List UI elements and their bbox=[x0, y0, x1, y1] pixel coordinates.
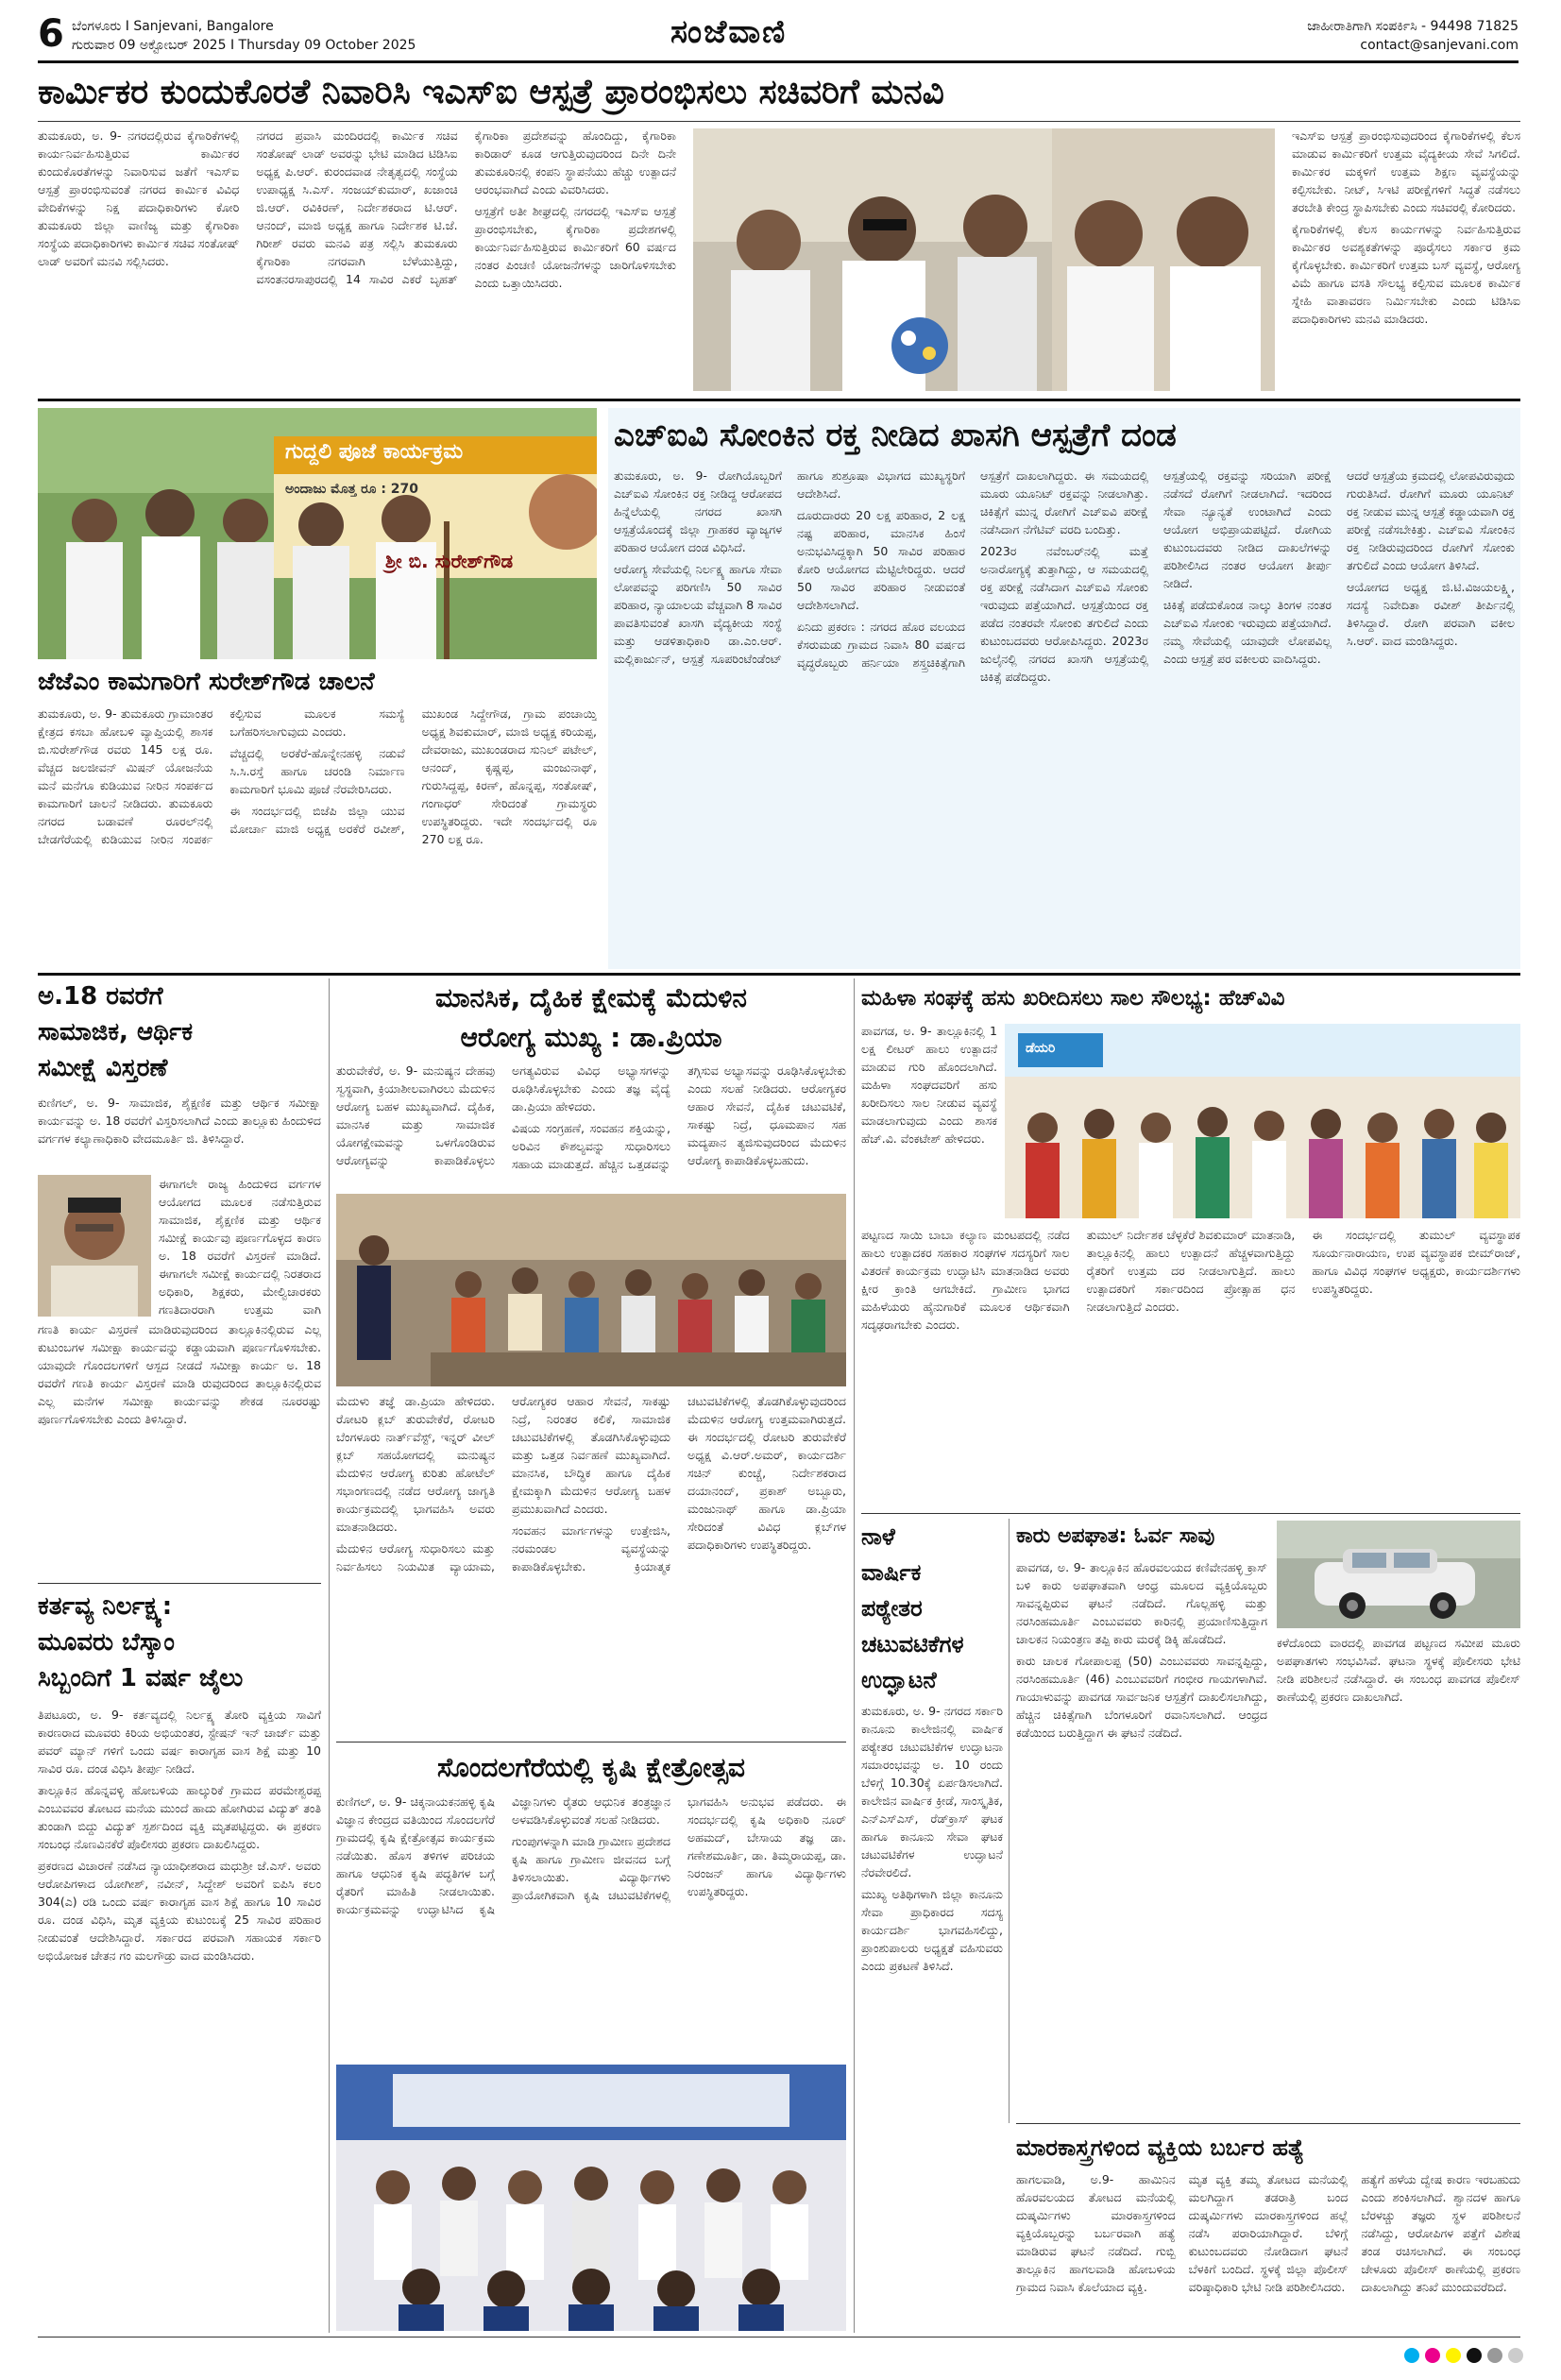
story8-photo bbox=[1005, 1024, 1520, 1218]
story4-headline bbox=[38, 978, 321, 1090]
story2-body bbox=[38, 705, 597, 969]
story7-para2: ಗುಂಪುಗಳನ್ನಾಗಿ ಮಾಡಿ ಗ್ರಾಮೀಣ ಪ್ರದೇಶದ ಕೃಷಿ ಹಾಗೂ ಗ್ರಾಮೀಣ ಜೀವನದ ಬಗ್ಗೆ ತಿಳಿಸಲಾಯಿತು. ವಿದ್ಯಾರ್ಥಿಗಳು ಪ್ರಾಯೋಗಿಕವಾಗಿ ಕೃಷಿ ಚಟುವಟಿಕೆಗಳಲ್ಲಿ ಭಾಗವಹಿಸಿ ಅನುಭವ ಪಡೆದರು. ಈ ಸಂದರ್ಭದಲ್ಲಿ ಕೃಷಿ ಅಧಿಕಾರಿ ನೂರ್ ಅಹಮದ್, ಬೇಸಾಯ ತಜ್ಞ ಡಾ. ಗಣೇಶಮೂರ್ತಿ, ಡಾ. ತಿಮ್ಮರಾಯಪ್ಪ, ಡಾ. ನಿರಂಜನ್ ಹಾಗೂ ವಿದ್ಯಾರ್ಥಿಗಳು ಉಪಸ್ಥಿತರಿದ್ದರು. bbox=[512, 1794, 846, 1902]
story6-para2: ವಿಷಯ ಸಂಗ್ರಹಣೆ, ಸಂವಹನ ಶಕ್ತಿಯನ್ನು, ಅರಿವಿನ ಕೌಶಲ್ಯವನ್ನು ಸುಧಾರಿಸಲು ಸಹಾಯ ಮಾಡುತ್ತದೆ. ಹೆಚ್ಚಿನ ಒತ್ತಡವನ್ನು ತಗ್ಗಿಸುವ ಅಭ್ಯಾಸವನ್ನು ರೂಢಿಸಿಕೊಳ್ಳಬೇಕು ಎಂದು ಸಲಹೆ ನೀಡಿದರು. ಆರೋಗ್ಯಕರ ಆಹಾರ ಸೇವನೆ, ದೈಹಿಕ ಚಟುವಟಿಕೆ, ಸಾಕಷ್ಟು ನಿದ್ರೆ, ಧೂಮಪಾನ ಸಹ ಮದ್ಯಪಾನ ತ್ಯಜಿಸುವುದರಿಂದ ಮೆದುಳಿನ ಆರೋಗ್ಯ ಕಾಪಾಡಿಕೊಳ್ಳಬಹುದು. bbox=[512, 1063, 846, 1171]
story8-para1: ಪಾವಗಡ, ಅ. 9- ತಾಲ್ಲೂಕಿನಲ್ಲಿ 1 ಲಕ್ಷ ಲೀಟರ್ ಹಾಲು ಉತ್ಪಾದನೆ ಮಾಡುವ ಗುರಿ ಹೊಂದಲಾಗಿದೆ. ಮಹಿಳಾ ಸಂಘದವರಿಗೆ ಹಸು ಖರೀದಿಸಲು ಸಾಲ ನೀಡುವ ವ್ಯವಸ್ಥೆ ಮಾಡಲಾಗುವುದು ಎಂದು ಶಾಸಕ ಹೆಚ್.ವಿ. ವೆಂಕಟೇಶ್ ಹೇಳಿದರು. bbox=[861, 1024, 997, 1146]
story1-photo bbox=[693, 128, 1275, 391]
story6-headline-line2: ಆರೋಗ್ಯ ಮುಖ್ಯ : ಡಾ.ಪ್ರಿಯಾ bbox=[460, 1022, 722, 1053]
story3-para9: ಆಯೋಗದ ಅಧ್ಯಕ್ಷ ಜಿ.ಟಿ.ವಿಜಯಲಕ್ಷ್ಮಿ, ಸದಸ್ಯೆ ನಿವೇದಿತಾ ರವೀಶ್ ತೀರ್ಪಿನಲ್ಲಿ ತಿಳಿಸಿದ್ದಾರೆ. ರೋಗಿ ಪರವಾಗಿ ವಕೀಲ ಸಿ.ಆರ್. ವಾದ ಮಂಡಿಸಿದ್ದರು. bbox=[1347, 580, 1515, 648]
story1-para1: ತುಮಕೂರು, ಅ. 9- ನಗರದಲ್ಲಿರುವ ಕೈಗಾರಿಕೆಗಳಲ್ಲಿ ಕಾರ್ಯನಿರ್ವಹಿಸುತ್ತಿರುವ ಕಾರ್ಮಿಕರ ಕುಂದುಕೊರತೆಗಳನ್ನು ನಿವಾರಿಸುವ ಜತೆಗೆ ಇಎಸ್‌ಐ ಆಸ್ಪತ್ರೆ ಪ್ರಾರಂಭಿಸುವಂತೆ ನಗರದ ಕಾರ್ಮಿಕ ವಿವಿಧ ವೇದಿಕೆಗಳನ್ನು ನಿಕ್ಷ ಪದಾಧಿಕಾರಿಗಳು ಕೋರಿ ತುಮಕೂರು ಜಿಲ್ಲಾ ವಾಣಿಜ್ಯ ಮತ್ತು ಕೈಗಾರಿಕಾ ಸಂಸ್ಥೆಯ ಪದಾಧಿಕಾರಿಗಳು ಕಾರ್ಮಿಕ ಸಚಿವ ಸಂತೋಷ್ ಲಾಡ್ ಅವರಿಗೆ ಮನವಿ ಸಲ್ಲಿಸಿದರು. bbox=[38, 128, 240, 268]
story10-body-right bbox=[1277, 1634, 1520, 2117]
story4-intro bbox=[38, 1094, 321, 1169]
agriculture-event-photo bbox=[336, 2065, 846, 2331]
story9-body bbox=[861, 1702, 1003, 2117]
registration-dot bbox=[1508, 2348, 1523, 2363]
story4-para3: ಗಣತಿ ಕಾರ್ಯ ವಿಸ್ತರಣೆ ಮಾಡಿರುವುದರಿಂದ ತಾಲ್ಲೂಕಿನಲ್ಲಿರುವ ಎಲ್ಲ ಕುಟುಂಬಗಳ ಸಮೀಕ್ಷಾ ಕಾರ್ಯವನ್ನು ಕಡ್ಡಾಯವಾಗಿ ಪೂರ್ಣಗೊಳಿಸಬೇಕು. ಯಾವುದೇ ಗೊಂದಲಗಳಿಗೆ ಆಸ್ಪದ ನೀಡದೆ ಸಮೀಕ್ಷಾ ಕಾರ್ಯ ಅ. 18 ರವರೆಗೆ ಗಣತಿ ಕಾರ್ಯ ವಿಸ್ತರಣೆ ಮಾಡಿ ರುವುದರಿಂದ ತಾಲ್ಲೂಕಿನಲ್ಲಿರುವ ಎಲ್ಲ ಮನೆಗಳ ಸಮೀಕ್ಷಾ ಕಾರ್ಯವನ್ನು ಶೇಕಡ ನೂರರಷ್ಟು ಪೂರ್ಣಗೊಳಿಸಬೇಕು ಎಂದು ತಿಳಿಸಿದ್ದಾರೆ. bbox=[38, 1322, 321, 1426]
story1-para3: ಆಸ್ಪತ್ರೆಗೆ ಅತೀ ಶೀಘ್ರದಲ್ಲಿ ನಗರದಲ್ಲಿ ಇಎಸ್‌ಐ ಆಸ್ಪತ್ರೆ ಪ್ರಾರಂಭಿಸಬೇಕು, ಕೈಗಾರಿಕಾ ಪ್ರದೇಶಗಳಲ್ಲಿ ಕಾರ್ಯನಿರ್ವಹಿಸುತ್ತಿರುವ ಕಾರ್ಮಿಕರಿಗೆ 60 ವರ್ಷದ ನಂತರ ಪಿಂಚಣಿ ಯೋಜನೆಗಳನ್ನು ಜಾರಿಗೊಳಿಸಬೇಕು ಎಂದು ಒತ್ತಾಯಿಸಿದರು. bbox=[474, 204, 676, 290]
story5-para2: ತಾಲ್ಲೂಕಿನ ಹೊನ್ನವಳ್ಳಿ ಹೋಬಳಿಯ ಹಾಲ್ಕುರಿಕೆ ಗ್ರಾಮದ ಪರಮೇಶ್ವರಪ್ಪ ಎಂಬುವವರ ತೋಟದ ಮನೆಯ ಮುಂದೆ ಹಾದು ಹೋಗಿರುವ ವಿದ್ಯುತ್ ತಂತಿ ತುಂಡಾಗಿ ಬಿದ್ದು ವಿದ್ಯುತ್ ಸ್ಪರ್ಶದಿಂದ ವ್ಯಕ್ತಿ ಮೃತಪಟ್ಟಿದ್ದರು. ಈ ಪ್ರಕರಣ ಸಂಬಂಧ ನೊಣವಿನಕೆರೆ ಪೊಲೀಸರು ಪ್ರಕರಣ ದಾಖಲಿಸಿದ್ದರು. bbox=[38, 1783, 321, 1851]
story4-headline-line3: ಸಮೀಕ್ಷೆ ವಿಸ್ತರಣೆ bbox=[38, 1054, 168, 1082]
story3-para8: ಆದರೆ ಆಸ್ಪತ್ರೆಯ ಕ್ರಮದಲ್ಲಿ ಲೋಪವಿರುವುದು ಗುರುತಿಸಿದೆ. ರೋಗಿಗೆ ಮೂರು ಯೂನಿಟ್ ರಕ್ತ ನೀಡುವ ಮುನ್ನ ಆಸ್ಪತ್ರೆ ಕಡ್ಡಾಯವಾಗಿ ರಕ್ತ ಪರೀಕ್ಷೆ ನಡೆಸಬೇಕಿತ್ತು. ಎಚ್‌ಐವಿ ಸೋಂಕಿನ ರಕ್ತ ನೀಡಿರುವುದರಿಂದ ರೋಗಿಗೆ ಸೋಂಕು ತಗುಲಿದೆ ಎಂದು ಆಯೋಗ ತಿಳಿಸಿದೆ. bbox=[1347, 468, 1515, 572]
story5-headline bbox=[38, 1589, 321, 1700]
bottom-rule bbox=[38, 2337, 1520, 2338]
divider bbox=[38, 973, 1520, 976]
story9-headline-line1: ನಾಳೆ bbox=[861, 1523, 895, 1550]
story6-body-top bbox=[336, 1062, 846, 1188]
story4-body-more bbox=[38, 1320, 321, 1577]
story4-headline-line1: ಅ.18 ರವರೆಗೆ bbox=[38, 982, 163, 1011]
masthead-dateline bbox=[72, 17, 416, 55]
story6-para4: ಮೆದುಳಿನ ಆರೋಗ್ಯ ಸುಧಾರಿಸಲು ಮತ್ತು ನಿರ್ವಹಿಸಲು ನಿಯಮಿತ ವ್ಯಾಯಾಮ, ಆರೋಗ್ಯಕರ ಆಹಾರ ಸೇವನೆ, ಸಾಕಷ್ಟು ನಿದ್ರೆ, ನಿರಂತರ ಕಲಿಕೆ, ಸಾಮಾಜಿಕ ಚಟುವಟಿಕೆಗಳಲ್ಲಿ ತೊಡಗಿಸಿಕೊಳ್ಳುವುದು ಮತ್ತು ಒತ್ತಡ ನಿರ್ವಹಣೆ ಮುಖ್ಯವಾಗಿದೆ. ಮಾನಸಿಕ, ಬೌದ್ಧಿಕ ಹಾಗೂ ದೈಹಿಕ ಕ್ಷೇಮಕ್ಕಾಗಿ ಮೆದುಳಿನ ಆರೋಗ್ಯ ಬಹಳ ಪ್ರಮುಖವಾಗಿದೆ ಎಂದರು. bbox=[336, 1394, 670, 1573]
story2-para1: ತುಮಕೂರು, ಅ. 9- ತುಮಕೂರು ಗ್ರಾಮಾಂತರ ಕ್ಷೇತ್ರದ ಕಸಬಾ ಹೋಬಳಿ ವ್ಯಾಪ್ತಿಯಲ್ಲಿ ಶಾಸಕ ಬಿ.ಸುರೇಶ್‌ಗೌಡ ರವರು 145 ಲಕ್ಷ ರೂ. ವೆಚ್ಚದ ಜಲಜೀವನ್ ಮಿಷನ್ ಯೋಜನೆಯ ಮನೆ ಮನೆಗೂ ಕುಡಿಯುವ ನೀರಿನ ಸಂಪರ್ಕದ ಕಾಮಗಾರಿಗೆ ಚಾಲನೆ ನೀಡಿದರು. ತುಮಕೂರು ನಗರದ ಬಡಾವಣೆ ರೂರಲ್‌ನಲ್ಲಿ ಬೇಡಗೆರೆಯಲ್ಲಿ ಕುಡಿಯುವ ನೀರಿನ ಸಂಪರ್ಕ ಕಲ್ಪಿಸುವ ಮೂಲಕ ಸಮಸ್ಯೆ ಬಗೆಹರಿಸಲಾಗುವುದು ಎಂದರು. bbox=[38, 706, 405, 846]
column-rule bbox=[1009, 1519, 1010, 2123]
story8-para3: ತುಮುಲ್ ನಿರ್ದೇಶಕ ಚೆಳ್ಳಕೆರೆ ಶಿವಕುಮಾರ್ ಮಾತನಾಡಿ, ತಾಲ್ಲೂಕಿನಲ್ಲಿ ಹಾಲು ಉತ್ಪಾದನೆ ಹೆಚ್ಚಳವಾಗುತ್ತಿದ್ದು ರೈತರಿಗೆ ಉತ್ತಮ ದರ ನೀಡಲಾಗುತ್ತಿದೆ. ಹಾಲು ಉತ್ಪಾದಕರಿಗೆ ಸರ್ಕಾರದಿಂದ ಪ್ರೋತ್ಸಾಹ ಧನ ನೀಡಲಾಗುತ್ತಿದೆ ಎಂದರು. bbox=[1086, 1228, 1296, 1314]
story11-headline: ಮಾರಕಾಸ್ತ್ರಗಳಿಂದ ವ್ಯಕ್ತಿಯ ಬರ್ಬರ ಹತ್ಯೆ bbox=[1016, 2134, 1304, 2161]
story6-para3: ಮೆದುಳು ತಜ್ಞೆ ಡಾ.ಪ್ರಿಯಾ ಹೇಳಿದರು. ರೋಟರಿ ಕ್ಲಬ್ ತುರುವೇಕೆರೆ, ರೋಟರಿ ಬೆಂಗಳೂರು ನಾರ್ತ್‌ವೆಸ್ಟ್, ಇನ್ನರ್ ವೀಲ್ ಕ್ಲಬ್ ಸಹಯೋಗದಲ್ಲಿ ಮನುಷ್ಯನ ಮೆದುಳಿನ ಆರೋಗ್ಯ ಕುರಿತು ಹೋಟೆಲ್ ಸಭಾಂಗಣದಲ್ಲಿ ನಡೆದ ಆರೋಗ್ಯ ಜಾಗೃತಿ ಕಾರ್ಯಕ್ರಮದಲ್ಲಿ ಭಾಗವಹಿಸಿ ಅವರು ಮಾತನಾಡಿದರು. bbox=[336, 1394, 495, 1534]
story10-para1: ಪಾವಗಡ, ಅ. 9- ತಾಲ್ಲೂಕಿನ ಹೊರವಲಯದ ಕಣಿವೇನಹಳ್ಳಿ ಕ್ರಾಸ್ ಬಳಿ ಕಾರು ಅಪಘಾತವಾಗಿ ಆಂಧ್ರ ಮೂಲದ ವ್ಯಕ್ತಿಯೊಬ್ಬರು ಸಾವನ್ನಪ್ಪಿರುವ ಘಟನೆ ನಡೆದಿದೆ. ಗೊಲ್ಲಹಳ್ಳಿ ಮತ್ತು ನರಸಿಂಹಮೂರ್ತಿ ಎಂಬುವವರು ಕಾರಿನಲ್ಲಿ ಪ್ರಯಾಣಿಸುತ್ತಿದ್ದಾಗ ಚಾಲಕನ ನಿಯಂತ್ರಣ ತಪ್ಪಿ ಕಾರು ಮರಕ್ಕೆ ಡಿಕ್ಕಿ ಹೊಡೆದಿದೆ. bbox=[1016, 1560, 1267, 1646]
minister-meeting-photo bbox=[693, 128, 1275, 391]
banner-title: ಗುದ್ದಲಿ ಪೂಜೆ ಕಾರ್ಯಕ್ರಮ bbox=[285, 440, 464, 464]
divider bbox=[861, 1513, 1520, 1514]
story5-para1: ತಿಪಟೂರು, ಅ. 9- ಕರ್ತವ್ಯದಲ್ಲಿ ನಿರ್ಲಕ್ಷ್ಯ ತೋರಿ ವ್ಯಕ್ತಿಯ ಸಾವಿಗೆ ಕಾರಣರಾದ ಮೂವರು ಕಿರಿಯ ಅಭಿಯಂತರ, ಸ್ಟೇಷನ್ ಇನ್ ಚಾರ್ಜ್ ಮತ್ತು ಪವರ್ ಮ್ಯಾನ್ ಗಳಿಗೆ ಒಂದು ವರ್ಷ ಕಾರಾಗೃಹ ವಾಸ ಶಿಕ್ಷೆ ಮತ್ತು 10 ಸಾವಿರ ರೂ. ದಂಡ ವಿಧಿಸಿ ತೀರ್ಪು ನೀಡಿದೆ. bbox=[38, 1708, 321, 1776]
story8-para2: ಪಟ್ಟಣದ ಸಾಯಿ ಬಾಬಾ ಕಲ್ಯಾಣ ಮಂಟಪದಲ್ಲಿ ನಡೆದ ಹಾಲು ಉತ್ಪಾದಕರ ಸಹಕಾರ ಸಂಘಗಳ ಸದಸ್ಯರಿಗೆ ಸಾಲ ವಿತರಣೆ ಕಾರ್ಯಕ್ರಮ ಉದ್ಘಾಟಿಸಿ ಮಾತನಾಡಿದ ಅವರು ಕ್ಷೀರ ಕ್ರಾಂತಿ ಆಗಬೇಕಿದೆ. ಗ್ರಾಮೀಣ ಭಾಗದ ಮಹಿಳೆಯರು ಹೈನುಗಾರಿಕೆ ಮೂಲಕ ಆರ್ಥಿಕವಾಗಿ ಸದೃಢರಾಗಬೇಕು ಎಂದರು. bbox=[861, 1228, 1070, 1332]
page-number: 6 bbox=[38, 12, 64, 56]
story6-body-bottom bbox=[336, 1392, 846, 1736]
story3-para4: ಏನಿದು ಪ್ರಕರಣ : ನಗರದ ಹೊರ ವಲಯದ ಕೆಸರುಮಡು ಗ್ರಾಮದ ನಿವಾಸಿ 80 ವರ್ಷದ ವೃದ್ಧರೊಬ್ಬರು ಹರ್ನಿಯಾ ಶಸ್ತ್ರಚಿಕಿತ್ಸೆಗಾಗಿ ಆಸ್ಪತ್ರೆಗೆ ದಾಖಲಾಗಿದ್ದರು. ಈ ಸಮಯದಲ್ಲಿ ಮೂರು ಯೂನಿಟ್ ರಕ್ತವನ್ನು ನೀಡಲಾಗಿತ್ತು. ಚಿಕಿತ್ಸೆಗೆ ಮುನ್ನ ರೋಗಿಗೆ ಎಚ್‌ಐವಿ ಪರೀಕ್ಷೆ ನಡೆಸಿದಾಗ ನೆಗೆಟಿವ್ ವರದಿ ಬಂದಿತ್ತು. bbox=[797, 468, 1148, 670]
story5-headline-line1: ಕರ್ತವ್ಯ ನಿರ್ಲಕ್ಷ್ಯ: bbox=[38, 1592, 173, 1621]
story9-headline bbox=[861, 1519, 1003, 1698]
story1-para2: ನಗರದ ಪ್ರವಾಸಿ ಮಂದಿರದಲ್ಲಿ ಕಾರ್ಮಿಕ ಸಚಿವ ಸಂತೋಷ್ ಲಾಡ್ ಅವರನ್ನು ಭೇಟಿ ಮಾಡಿದ ಟಿಡಿಸಿಐ ಅಧ್ಯಕ್ಷ ಪಿ.ಆರ್. ಕುರಂದವಾಡ ನೇತೃತ್ವದಲ್ಲಿ ಸಂಸ್ಥೆಯ ಉಪಾಧ್ಯಕ್ಷ ಸಿ.ಎಸ್. ಸಂಜಯ್‌ಕುಮಾರ್, ಖಜಾಂಚಿ ಜಿ.ಆರ್. ರವಿಕಿರಣ್, ನಿರ್ದೇಶಕರಾದ ಟಿ.ಆರ್. ಆನಂದ್, ಮಾಜಿ ಅಧ್ಯಕ್ಷ ಹಾಗೂ ನಿರ್ದೇಶಕ ಟಿ.ಜೆ. ಗಿರೀಶ್ ರವರು ಮನವಿ ಪತ್ರ ಸಲ್ಲಿಸಿ ತುಮಕೂರು ಕೈಗಾರಿಕಾ ನಗರವಾಗಿ ಬೆಳೆಯುತ್ತಿದ್ದು, ವಸಂತನರಸಾಪುರದಲ್ಲಿ 14 ಸಾವಿರ ಎಕರೆ ಬೃಹತ್ ಕೈಗಾರಿಕಾ ಪ್ರದೇಶವನ್ನು ಹೊಂದಿದ್ದು, ಕೈಗಾರಿಕಾ ಕಾರಿಡಾರ್ ಕೂಡ ಆಗುತ್ತಿರುವುದರಿಂದ ದಿನೇ ದಿನೇ ತುಮಕೂರಿನಲ್ಲಿ ಕಂಪನಿ ಸ್ಥಾಪನೆಯು ಹೆಚ್ಚು ಉತ್ಪಾದನೆ ಆರಂಭವಾಗಿದೆ ಎಂದು ವಿವರಿಸಿದರು. bbox=[256, 128, 676, 286]
story3-headline: ಎಚ್‌ಐವಿ ಸೋಂಕಿನ ರಕ್ತ ನೀಡಿದ ಖಾಸಗಿ ಆಸ್ಪತ್ರೆಗೆ ದಂಡ bbox=[614, 416, 1177, 454]
column-rule bbox=[329, 978, 330, 2333]
masthead-city: ಬೆಂಗಳೂರು I Sanjevani, Bangalore bbox=[72, 19, 274, 34]
story10-body-left bbox=[1016, 1558, 1267, 2117]
story4-para2: ಈಗಾಗಲೇ ರಾಜ್ಯ ಹಿಂದುಳಿದ ವರ್ಗಗಳ ಆಯೋಗದ ಮೂಲಕ ನಡೆಸುತ್ತಿರುವ ಸಾಮಾಜಿಕ, ಶೈಕ್ಷಣಿಕ ಮತ್ತು ಆರ್ಥಿಕ ಸಮೀಕ್ಷೆ ಕಾರ್ಯವು ಪೂರ್ಣಗೊಳ್ಳದ ಕಾರಣ ಅ. 18 ರವರೆಗೆ ವಿಸ್ತರಣೆ ಮಾಡಿದೆ. ಈಗಾಗಲೇ ಸಮೀಕ್ಷೆ ಕಾರ್ಯದಲ್ಲಿ ನಿರತರಾದ ಅಧಿಕಾರಿ, ಶಿಕ್ಷಕರು, ಮೇಲ್ವಿಚಾರಕರು ಗಣತಿದಾರರಾಗಿ ಉತ್ತಮ ವಾಗಿ bbox=[159, 1177, 321, 1317]
registration-dot bbox=[1487, 2348, 1502, 2363]
story10-photo bbox=[1277, 1521, 1520, 1628]
dairy-event-photo bbox=[1005, 1024, 1520, 1218]
story1-headline: ಕಾರ್ಮಿಕರ ಕುಂದುಕೊರತೆ ನಿವಾರಿಸಿ ಇಎಸ್‌ಐ ಆಸ್ಪತ್ರೆ ಪ್ರಾರಂಭಿಸಲು ಸಚಿವರಿಗೆ ಮನವಿ bbox=[38, 73, 944, 111]
masthead-date: ಗುರುವಾರ 09 ಅಕ್ಟೋಬರ್ 2025 I Thursday 09 October 2025 bbox=[72, 38, 416, 53]
story8-headline: ಮಹಿಳಾ ಸಂಘಕ್ಕೆ ಹಸು ಖರೀದಿಸಲು ಸಾಲ ಸೌಲಭ್ಯ: ಹೆಚ್‌ವಿವಿ bbox=[861, 986, 1285, 1011]
story4-para1: ಕುಣಿಗಲ್, ಅ. 9- ಸಾಮಾಜಿಕ, ಶೈಕ್ಷಣಿಕ ಮತ್ತು ಆರ್ಥಿಕ ಸಮೀಕ್ಷಾ ಕಾರ್ಯವನ್ನು ಅ. 18 ರವರೆಗೆ ವಿಸ್ತರಿಸಲಾಗಿದೆ ಎಂದು ತಾಲ್ಲೂಕು ಹಿಂದುಳಿದ ವರ್ಗಗಳ ಕಲ್ಯಾಣಾಧಿಕಾರಿ ವೇದಮೂರ್ತಿ ಜಿ. ತಿಳಿಸಿದ್ದಾರೆ. bbox=[38, 1096, 321, 1146]
divider bbox=[1016, 2123, 1520, 2124]
masthead-contact bbox=[1307, 17, 1519, 55]
dairy-banner-text: ಡೆಯರಿ bbox=[1026, 1041, 1056, 1056]
story3-para3: ದೂರುದಾರರು 20 ಲಕ್ಷ ಪರಿಹಾರ, 2 ಲಕ್ಷ ನಷ್ಟ ಪರಿಹಾರ, ಮಾನಸಿಕ ಹಿಂಸೆ ಅನುಭವಿಸಿದ್ದಕ್ಕಾಗಿ 50 ಸಾವಿರ ಪರಿಹಾರ ಕೋರಿ ಆಯೋಗದ ಮೆಟ್ಟಿಲೇರಿದ್ದರು. ಆದರೆ 50 ಸಾವಿರ ಪರಿಹಾರ ನೀಡುವಂತೆ ಆದೇಶಿಸಲಾಗಿದೆ. bbox=[797, 508, 965, 612]
story1-para4: ಇಎಸ್‌ಐ ಆಸ್ಪತ್ರೆ ಪ್ರಾರಂಭಿಸುವುದರಿಂದ ಕೈಗಾರಿಕೆಗಳಲ್ಲಿ ಕೆಲಸ ಮಾಡುವ ಕಾರ್ಮಿಕರಿಗೆ ಉತ್ತಮ ವೈದ್ಯಕೀಯ ಸೇವೆ ಸಿಗಲಿದೆ. ಕಾರ್ಮಿಕರ ಮಕ್ಕಳಿಗೆ ಉತ್ತಮ ಶಿಕ್ಷಣ ವ್ಯವಸ್ಥೆಯನ್ನು ಕಲ್ಪಿಸಬೇಕು. ನೀಟ್, ಸಿಇಟಿ ಪರೀಕ್ಷೆಗಳಿಗೆ ಸಿದ್ಧತೆ ನಡೆಸಲು ತರಬೇತಿ ಕೇಂದ್ರ ಸ್ಥಾಪಿಸಬೇಕು ಎಂದು ಸಚಿವರಲ್ಲಿ ಕೋರಿದರು. bbox=[1292, 128, 1520, 214]
story6-photo bbox=[336, 1194, 846, 1386]
story4-body bbox=[159, 1175, 321, 1317]
newspaper-logo bbox=[670, 13, 787, 51]
story7-body bbox=[336, 1793, 846, 2059]
story10-para2: ಕಳೆದೊಂದು ವಾರದಲ್ಲಿ ಪಾವಗಡ ಪಟ್ಟಣದ ಸಮೀಪ ಮೂರು ಅಪಘಾತಗಳು ಸಂಭವಿಸಿವೆ. ಘಟನಾ ಸ್ಥಳಕ್ಕೆ ಪೊಲೀಸರು ಭೇಟಿ ನೀಡಿ ಪರಿಶೀಲನೆ ನಡೆಸಿದ್ದಾರೆ. ಈ ಸಂಬಂಧ ಪಾವಗಡ ಪೊಲೀಸ್ ಠಾಣೆಯಲ್ಲಿ ಪ್ರಕರಣ ದಾಖಲಾಗಿದೆ. bbox=[1277, 1636, 1520, 1704]
column-rule bbox=[854, 978, 855, 2333]
story2-headline: ಜೆಜೆಎಂ ಕಾಮಗಾರಿಗೆ ಸುರೇಶ್‌ಗೌಡ ಚಾಲನೆ bbox=[38, 668, 375, 696]
story5-headline-line2: ಮೂವರು ಬೆಸ್ಕಾಂ bbox=[38, 1628, 175, 1657]
story6-para1: ತುರುವೇಕೆರೆ, ಅ. 9- ಮನುಷ್ಯನ ದೇಹವು ಸ್ವಸ್ಥವಾಗಿ, ಕ್ರಿಯಾಶೀಲವಾಗಿರಲು ಮೆದುಳಿನ ಆರೋಗ್ಯ ಬಹಳ ಮುಖ್ಯವಾಗಿದೆ. ದೈಹಿಕ, ಮಾನಸಿಕ ಮತ್ತು ಸಾಮಾಜಿಕ ಯೋಗಕ್ಷೇಮವನ್ನು ಒಳಗೊಂಡಿರುವ ಆರೋಗ್ಯವನ್ನು ಕಾಪಾಡಿಕೊಳ್ಳಲು ಅಗತ್ಯವಿರುವ ವಿವಿಧ ಅಭ್ಯಾಸಗಳನ್ನು ರೂಢಿಸಿಕೊಳ್ಳಬೇಕು ಎಂದು ತಜ್ಞ ವೈದ್ಯೆ ಡಾ.ಪ್ರಿಯಾ ಹೇಳಿದರು. bbox=[336, 1063, 670, 1167]
story6-para5: ಸಂವಹನ ಮಾರ್ಗಗಳನ್ನು ಉತ್ತೇಜಿಸಿ, ನರಮಂಡಲ ವ್ಯವಸ್ಥೆಯನ್ನು ಕಾಪಾಡಿಕೊಳ್ಳಬೇಕು. ಕ್ರಿಯಾತ್ಮಕ ಚಟುವಟಿಕೆಗಳಲ್ಲಿ ತೊಡಗಿಕೊಳ್ಳುವುದರಿಂದ ಮೆದುಳಿನ ಆರೋಗ್ಯ ಉತ್ತಮವಾಗಿರುತ್ತದೆ. ಈ ಸಂದರ್ಭದಲ್ಲಿ ರೋಟರಿ ತುರುವೇಕೆರೆ ಅಧ್ಯಕ್ಷ ವಿ.ಆರ್.ಅಮರ್, ಕಾರ್ಯದರ್ಶಿ ಸಚಿನ್ ಕುಂಚ್ಚೆ, ನಿರ್ದೇಶಕರಾದ ದಯಾನಂದ್, ಪ್ರಕಾಶ್ ಅಬ್ಬೂರು, ಮಂಜುನಾಥ್ ಹಾಗೂ ಡಾ.ಪ್ರಿಯಾ ಸೇರಿದಂತೆ ವಿವಿಧ ಕ್ಲಬ್‌ಗಳ ಪದಾಧಿಕಾರಿಗಳು ಉಪಸ್ಥಿತರಿದ್ದರು. bbox=[512, 1394, 846, 1573]
registration-dot bbox=[1425, 2348, 1440, 2363]
registration-dot bbox=[1404, 2348, 1419, 2363]
story8-para4: ಈ ಸಂದರ್ಭದಲ್ಲಿ ತುಮುಲ್ ವ್ಯವಸ್ಥಾಪಕ ಸೂರ್ಯನಾರಾಯಣ, ಉಪ ವ್ಯವಸ್ಥಾಪಕ ಬೀಮ್‌ರಾಜ್, ಹಾಗೂ ವಿವಿಧ ಸಂಘಗಳ ಅಧ್ಯಕ್ಷರು, ಕಾರ್ಯದರ್ಶಿಗಳು ಉಪಸ್ಥಿತರಿದ್ದರು. bbox=[1312, 1228, 1520, 1296]
divider bbox=[38, 121, 1520, 122]
masthead bbox=[38, 13, 1519, 63]
story9-para2: ಮುಖ್ಯ ಅತಿಥಿಗಳಾಗಿ ಜಿಲ್ಲಾ ಕಾನೂನು ಸೇವಾ ಪ್ರಾಧಿಕಾರದ ಸದಸ್ಯ ಕಾರ್ಯದರ್ಶಿ ಭಾಗವಹಿಸಲಿದ್ದು, ಪ್ರಾಂಶುಪಾಲರು ಅಧ್ಯಕ್ಷತೆ ವಹಿಸುವರು ಎಂದು ಪ್ರಕಟಣೆ ತಿಳಿಸಿದೆ. bbox=[861, 1887, 1003, 1973]
story3-para6: ಆಸ್ಪತ್ರೆಯಲ್ಲಿ ರಕ್ತವನ್ನು ಸರಿಯಾಗಿ ಪರೀಕ್ಷೆ ನಡೆಸದೆ ರೋಗಿಗೆ ನೀಡಲಾಗಿದೆ. ಇದರಿಂದ ಸೇವಾ ನ್ಯೂನ್ಯತೆ ಉಂಟಾಗಿದೆ ಎಂದು ಆಯೋಗ ಅಭಿಪ್ರಾಯಪಟ್ಟಿದೆ. ರೋಗಿಯ ಕುಟುಂಬದವರು ನೀಡಿದ ದಾಖಲೆಗಳನ್ನು ಪರಿಶೀಲಿಸಿದ ನಂತರ ಆಯೋಗ ತೀರ್ಪು ನೀಡಿದೆ. bbox=[1163, 468, 1332, 590]
story3-para1: ತುಮಕೂರು, ಅ. 9- ರೋಗಿಯೊಬ್ಬರಿಗೆ ಎಚ್‌ಐವಿ ಸೋಂಕಿನ ರಕ್ತ ನೀಡಿದ್ದ ಆರೋಪದ ಹಿನ್ನೆಲೆಯಲ್ಲಿ ನಗರದ ಖಾಸಗಿ ಆಸ್ಪತ್ರೆಯೊಂದಕ್ಕೆ ಜಿಲ್ಲಾ ಗ್ರಾಹಕರ ವ್ಯಾಜ್ಯಗಳ ಪರಿಹಾರ ಆಯೋಗ ದಂಡ ವಿಧಿಸಿದೆ. bbox=[614, 468, 782, 554]
story7-photo bbox=[336, 2065, 846, 2331]
story3-para5: 2023ರ ನವೆಂಬರ್‌ನಲ್ಲಿ ಮತ್ತೆ ಅನಾರೋಗ್ಯಕ್ಕೆ ತುತ್ತಾಗಿದ್ದು, ಆ ಸಮಯದಲ್ಲಿ ರಕ್ತ ಪರೀಕ್ಷೆ ನಡೆಸಿದಾಗ ಎಚ್‌ಐವಿ ಸೋಂಕು ಇರುವುದು ಪತ್ತೆಯಾಗಿದೆ. ಆಸ್ಪತ್ರೆಯಿಂದ ರಕ್ತ ಪಡೆದ ನಂತರವೇ ಸೋಂಕು ತಗುಲಿದೆ ಎಂದು ಕುಟುಂಬದವರು ಆರೋಪಿಸಿದ್ದರು. 2023ರ ಜುಲೈನಲ್ಲಿ ನಗರದ ಖಾಸಗಿ ಆಸ್ಪತ್ರೆಯಲ್ಲಿ ಚಿಕಿತ್ಸೆ ಪಡೆದಿದ್ದರು. bbox=[980, 544, 1148, 684]
story9-headline-line2: ವಾರ್ಷಿಕ bbox=[861, 1559, 922, 1586]
story10-para3: ಕಾರು ಚಾಲಕ ಗೋಪಾಲಪ್ಪ (50) ಎಂಬುವವರು ಸಾವನ್ನಪ್ಪಿದ್ದು, ನರಸಿಂಹಮೂರ್ತಿ (46) ಎಂಬುವವರಿಗೆ ಗಂಭೀರ ಗಾಯಗಳಾಗಿವೆ. ಗಾಯಾಳುವನ್ನು ಪಾವಗಡ ಸಾರ್ವಜನಿಕ ಆಸ್ಪತ್ರೆಗೆ ದಾಖಲಿಸಲಾಗಿದ್ದು, ಹೆಚ್ಚಿನ ಚಿಕಿತ್ಸೆಗಾಗಿ ಬೆಂಗಳೂರಿಗೆ ರವಾನಿಸಲಾಗಿದೆ. ಆಂಧ್ರದ ಕಡೆಯಿಂದ ಬರುತ್ತಿದ್ದಾಗ ಈ ಘಟನೆ ನಡೆದಿದೆ. bbox=[1016, 1654, 1267, 1740]
ad-contact: ಜಾಹೀರಾತಿಗಾಗಿ ಸಂಪರ್ಕಿಸಿ - 94498 71825 bbox=[1307, 19, 1519, 34]
story11-para2: ಮೃತ ವ್ಯಕ್ತಿ ತಮ್ಮ ತೋಟದ ಮನೆಯಲ್ಲಿ ಮಲಗಿದ್ದಾಗ ತಡರಾತ್ರಿ ಬಂದ ದುಷ್ಕರ್ಮಿಗಳು ಮಾರಕಾಸ್ತ್ರಗಳಿಂದ ಹಲ್ಲೆ ನಡೆಸಿ ಪರಾರಿಯಾಗಿದ್ದಾರೆ. ಬೆಳಿಗ್ಗೆ ಕುಟುಂಬದವರು ನೋಡಿದಾಗ ಘಟನೆ ಬೆಳಕಿಗೆ ಬಂದಿದೆ. ಸ್ಥಳಕ್ಕೆ ಜಿಲ್ಲಾ ಪೊಲೀಸ್ ವರಿಷ್ಠಾಧಿಕಾರಿ ಭೇಟಿ ನೀಡಿ ಪರಿಶೀಲಿಸಿದರು. bbox=[1188, 2172, 1349, 2294]
story2-para2: ವೆಚ್ಚದಲ್ಲಿ ಅರಕೆರೆ-ಹೊನ್ನೇನಹಳ್ಳಿ ನಡುವೆ ಸಿ.ಸಿ.ರಸ್ತೆ ಹಾಗೂ ಚರಂಡಿ ನಿರ್ಮಾಣ ಕಾಮಗಾರಿಗೆ ಭೂಮಿ ಪೂಜೆ ನೆರವೇರಿಸಿದರು. bbox=[229, 746, 405, 796]
story8-intro bbox=[861, 1022, 997, 1220]
officer-portrait bbox=[38, 1175, 151, 1317]
story9-para1: ತುಮಕೂರು, ಅ. 9- ನಗರದ ಸರ್ಕಾರಿ ಕಾನೂನು ಕಾಲೇಜಿನಲ್ಲಿ ವಾರ್ಷಿಕ ಪಠ್ಯೇತರ ಚಟುವಟಿಕೆಗಳ ಉದ್ಘಾಟನಾ ಸಮಾರಂಭವನ್ನು ಅ. 10 ರಂದು ಬೆಳಿಗ್ಗೆ 10.30ಕ್ಕೆ ಏರ್ಪಡಿಸಲಾಗಿದೆ. ಕಾಲೇಜಿನ ವಾರ್ಷಿಕ ಕ್ರೀಡೆ, ಸಾಂಸ್ಕೃತಿಕ, ಎನ್‌ಎಸ್‌ಎಸ್, ರೆಡ್‌ಕ್ರಾಸ್ ಘಟಕ ಹಾಗೂ ಕಾನೂನು ಸೇವಾ ಘಟಕ ಚಟುವಟಿಕೆಗಳ ಉದ್ಘಾಟನೆ ನೆರವೇರಲಿದೆ. bbox=[861, 1704, 1003, 1879]
story9-headline-line3: ಪಠ್ಯೇತರ bbox=[861, 1595, 923, 1622]
story10-headline: ಕಾರು ಅಪಘಾತ: ಓರ್ವ ಸಾವು bbox=[1016, 1524, 1215, 1548]
seminar-photo bbox=[336, 1194, 846, 1386]
story9-headline-line5: ಉದ್ಘಾಟನೆ bbox=[861, 1667, 937, 1693]
story6-headline-line1: ಮಾನಸಿಕ, ದೈಹಿಕ ಕ್ಷೇಮಕ್ಕೆ ಮೆದುಳಿನ bbox=[435, 982, 747, 1013]
story11-body bbox=[1016, 2170, 1520, 2308]
story7-para1: ಕುಣಿಗಲ್, ಅ. 9- ಚಿಕ್ಕನಾಯಕನಹಳ್ಳಿ ಕೃಷಿ ವಿಜ್ಞಾನ ಕೇಂದ್ರದ ವತಿಯಿಂದ ಸೊಂದಲಗೆರೆ ಗ್ರಾಮದಲ್ಲಿ ಕೃಷಿ ಕ್ಷೇತ್ರೋತ್ಸವ ಕಾರ್ಯಕ್ರಮ ನಡೆಯಿತು. ಹೊಸ ತಳಿಗಳ ಪರಿಚಯ ಹಾಗೂ ಆಧುನಿಕ ಕೃಷಿ ಪದ್ಧತಿಗಳ ಬಗ್ಗೆ ರೈತರಿಗೆ ಮಾಹಿತಿ ನೀಡಲಾಯಿತು. ಕಾರ್ಯಕ್ರಮವನ್ನು ಉದ್ಘಾಟಿಸಿದ ಕೃಷಿ ವಿಜ್ಞಾನಿಗಳು ರೈತರು ಆಧುನಿಕ ತಂತ್ರಜ್ಞಾನ ಅಳವಡಿಸಿಕೊಳ್ಳುವಂತೆ ಸಲಹೆ ನೀಡಿದರು. bbox=[336, 1794, 670, 1916]
story1-para5: ಕೈಗಾರಿಕೆಗಳಲ್ಲಿ ಕೆಲಸ ಕಾರ್ಯಗಳನ್ನು ನಿರ್ವಹಿಸುತ್ತಿರುವ ಕಾರ್ಮಿಕರ ಅವಶ್ಯಕತೆಗಳನ್ನು ಪೂರೈಸಲು ಸರ್ಕಾರ ಕ್ರಮ ಕೈಗೊಳ್ಳಬೇಕು. ಕಾರ್ಮಿಕರಿಗೆ ಉತ್ತಮ ಬಸ್ ವ್ಯವಸ್ಥೆ, ಆರೋಗ್ಯ ವಿಮೆ ಹಾಗೂ ವಸತಿ ಸೌಲಭ್ಯ ಕಲ್ಪಿಸುವ ಮೂಲಕ ಕಾರ್ಮಿಕ ಸ್ನೇಹಿ ವಾತಾವರಣ ನಿರ್ಮಿಸಬೇಕು ಎಂದು ಟಿಡಿಸಿಐ ಪದಾಧಿಕಾರಿಗಳು ಮನವಿ ಮಾಡಿದರು. bbox=[1292, 222, 1520, 326]
story5-body bbox=[38, 1706, 321, 2329]
story2-para3: ಈ ಸಂದರ್ಭದಲ್ಲಿ ಬಿಜೆಪಿ ಜಿಲ್ಲಾ ಯುವ ಮೋರ್ಚಾ ಮಾಜಿ ಅಧ್ಯಕ್ಷ ಅರಕೆರೆ ರವೀಶ್, ಮುಖಂಡ ಸಿದ್ದೇಗೌಡ, ಗ್ರಾಮ ಪಂಚಾಯ್ತಿ ಅಧ್ಯಕ್ಷ ಶಿವಕುಮಾರ್, ಮಾಜಿ ಅಧ್ಯಕ್ಷ ಕರಿಯಪ್ಪ, ದೇವರಾಜು, ಮುಖಂಡರಾದ ಸುನಿಲ್ ಪಟೇಲ್, ಆನಂದ್, ಕೃಷ್ಣಪ್ಪ, ಮಂಜುನಾಥ್, ಗುರುಸಿದ್ದಪ್ಪ, ಕಿರಣ್, ಹೊನ್ನಪ್ಪ, ಸಂತೋಷ್, ಗಂಗಾಧರ್ ಸೇರಿದಂತೆ ಗ್ರಾಮಸ್ಥರು ಉಪಸ್ಥಿತರಿದ್ದರು. ಇದೇ ಸಂದರ್ಭದಲ್ಲಿ ರೂ 270 ಲಕ್ಷ ರೂ. bbox=[229, 706, 597, 846]
story3-para7: ಚಿಕಿತ್ಸೆ ಪಡೆದುಕೊಂಡ ನಾಲ್ಕು ತಿಂಗಳ ನಂತರ ಎಚ್‌ಐವಿ ಸೋಂಕು ಇರುವುದು ಪತ್ತೆಯಾಗಿದೆ. ನಮ್ಮ ಸೇವೆಯಲ್ಲಿ ಯಾವುದೇ ಲೋಪವಿಲ್ಲ ಎಂದು ಆಸ್ಪತ್ರೆ ಪರ ವಕೀಲರು ವಾದಿಸಿದ್ದರು. bbox=[1163, 598, 1332, 666]
registration-dot bbox=[1446, 2348, 1461, 2363]
story2-photo bbox=[38, 408, 597, 659]
story1-body-left bbox=[38, 127, 676, 395]
print-registration-marks bbox=[1404, 2348, 1523, 2363]
story9-headline-line4: ಚಟುವಟಿಕೆಗಳ bbox=[861, 1631, 964, 1658]
banner-name: ಶ್ರೀ ಬಿ. ಸುರೇಶ್‌ಗೌಡ bbox=[385, 550, 514, 572]
story4-portrait bbox=[38, 1175, 151, 1317]
story6-headline bbox=[336, 978, 846, 1058]
banner-amount: ಅಂದಾಜು ಮೊತ್ತ ರೂ : 270 bbox=[285, 482, 419, 497]
registration-dot bbox=[1467, 2348, 1482, 2363]
damaged-car-photo bbox=[1277, 1521, 1520, 1628]
story5-para3: ಪ್ರಕರಣದ ವಿಚಾರಣೆ ನಡೆಸಿದ ನ್ಯಾಯಾಧೀಶರಾದ ಮಧುಶ್ರೀ ಜೆ.ಎಸ್. ಅವರು ಆರೋಪಿಗಳಾದ ಯೋಗೀಶ್, ನವೀನ್, ಸಿದ್ದೇಶ್ ಅವರಿಗೆ ಐಪಿಸಿ ಕಲಂ 304(ಎ) ರಡಿ ಒಂದು ವರ್ಷ ಕಾರಾಗೃಹ ವಾಸ ಶಿಕ್ಷೆ ಹಾಗೂ 10 ಸಾವಿರ ರೂ. ದಂಡ ವಿಧಿಸಿ, ಮೃತ ವ್ಯಕ್ತಿಯ ಕುಟುಂಬಕ್ಕೆ 25 ಸಾವಿರ ಪರಿಹಾರ ನೀಡುವಂತೆ ಆದೇಶಿಸಿದ್ದಾರೆ. ಸರ್ಕಾರದ ಪರವಾಗಿ ಸಹಾಯಕ ಸರ್ಕಾರಿ ಅಭಿಯೋಜಕ ಚೇತನ ಗಂ ಮಲಗೌಡ್ರು ವಾದ ಮಂಡಿಸಿದರು. bbox=[38, 1859, 321, 1963]
contact-email[interactable]: contact@sanjevani.com bbox=[1360, 38, 1519, 53]
story5-headline-line3: ಸಿಬ್ಬಂದಿಗೆ 1 ವರ್ಷ ಜೈಲು bbox=[38, 1664, 244, 1692]
story4-headline-line2: ಸಾಮಾಜಿಕ, ಆರ್ಥಿಕ bbox=[38, 1018, 194, 1046]
story11-para3: ಹತ್ಯೆಗೆ ಹಳೆಯ ದ್ವೇಷ ಕಾರಣ ಇರಬಹುದು ಎಂದು ಶಂಕಿಸಲಾಗಿದೆ. ಶ್ವಾನದಳ ಹಾಗೂ ಬೆರಳಚ್ಚು ತಜ್ಞರು ಸ್ಥಳ ಪರಿಶೀಲನೆ ನಡೆಸಿದ್ದು, ಆರೋಪಿಗಳ ಪತ್ತೆಗೆ ವಿಶೇಷ ತಂಡ ರಚಿಸಲಾಗಿದೆ. ಈ ಸಂಬಂಧ ಚೇಳೂರು ಪೊಲೀಸ್ ಠಾಣೆಯಲ್ಲಿ ಪ್ರಕರಣ ದಾಖಲಾಗಿದ್ದು ತನಿಖೆ ಮುಂದುವರೆದಿದೆ. bbox=[1361, 2172, 1520, 2294]
story1-body-right bbox=[1292, 127, 1520, 395]
story11-para1: ಹಾಗಲವಾಡಿ, ಅ.9- ಹಾಮಿನಿನ ಹೊರವಲಯದ ತೋಟದ ಮನೆಯಲ್ಲಿ ದುಷ್ಕರ್ಮಿಗಳು ಮಾರಕಾಸ್ತ್ರಗಳಿಂದ ವ್ಯಕ್ತಿಯೊಬ್ಬರನ್ನು ಬರ್ಬರವಾಗಿ ಹತ್ಯೆ ಮಾಡಿರುವ ಘಟನೆ ನಡೆದಿದೆ. ಗುಬ್ಬಿ ತಾಲ್ಲೂಕಿನ ಹಾಗಲವಾಡಿ ಹೋಬಳಿಯ ಗ್ರಾಮದ ನಿವಾಸಿ ಕೊಲೆಯಾದ ವ್ಯಕ್ತಿ. bbox=[1016, 2172, 1176, 2294]
story3-body bbox=[614, 467, 1515, 965]
story7-headline: ಸೊಂದಲಗೆರೆಯಲ್ಲಿ ಕೃಷಿ ಕ್ಷೇತ್ರೋತ್ಸವ bbox=[437, 1752, 745, 1783]
divider bbox=[38, 399, 1520, 401]
logo-text: ಸಂಜೆವಾಣಿ bbox=[670, 13, 788, 51]
story3-para2: ಆರೋಗ್ಯ ಸೇವೆಯಲ್ಲಿ ನಿರ್ಲಕ್ಷ್ಯ ಹಾಗೂ ಸೇವಾ ಲೋಪವನ್ನು ಪರಿಗಣಿಸಿ 50 ಸಾವಿರ ಪರಿಹಾರ, ನ್ಯಾಯಾಲಯ ವೆಚ್ಚವಾಗಿ 8 ಸಾವಿರ ಪಾವತಿಸುವಂತೆ ಖಾಸಗಿ ವೈದ್ಯಕೀಯ ಸಂಸ್ಥೆ ಮತ್ತು ಆಡಳಿತಾಧಿಕಾರಿ ಡಾ.ಎಂ.ಆರ್. ಮಲ್ಲಿಕಾರ್ಜುನ್, ಆಸ್ಪತ್ರೆ ಸೂಪರಿಂಟೆಂಡೆಂಟ್ ಹಾಗೂ ಶುಶ್ರೂಷಾ ವಿಭಾಗದ ಮುಖ್ಯಸ್ಥರಿಗೆ ಆದೇಶಿಸಿದೆ. bbox=[614, 468, 965, 666]
story8-body bbox=[861, 1226, 1520, 1505]
divider bbox=[38, 1583, 321, 1584]
